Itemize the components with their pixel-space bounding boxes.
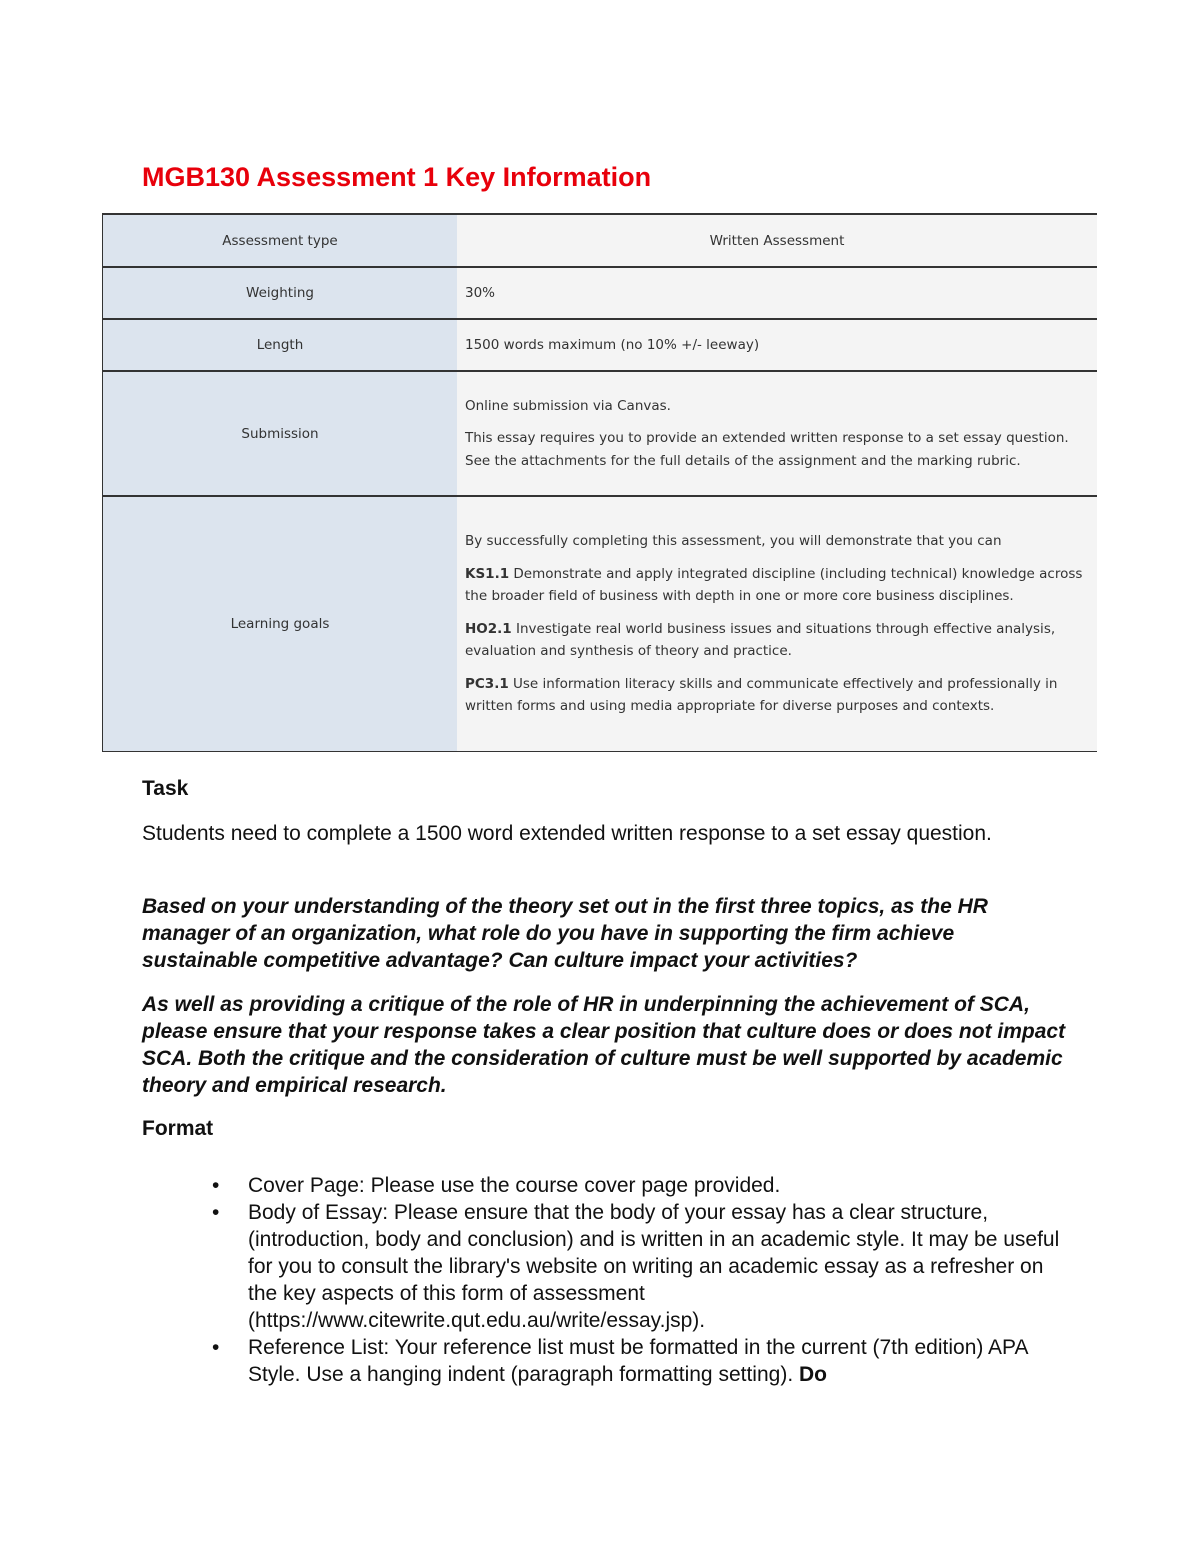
assessment-type-value: Written Assessment xyxy=(457,214,1097,267)
length-value: 1500 words maximum (no 10% +/- leeway) xyxy=(457,319,1097,371)
learning-goals-intro: By successfully completing this assessment, you will demonstrate that you can xyxy=(465,533,1002,550)
bullet-icon: • xyxy=(212,1201,220,1224)
list-item-text: Reference List: Your reference list must be formatted in the current (7th edition) APA Style. Use a hanging indent (paragraph formatting setting). xyxy=(248,1336,1028,1386)
table-row-weighting xyxy=(103,267,1098,319)
learning-goal-pc31 xyxy=(465,673,1089,718)
list-item-text: Body of Essay: Please ensure that the body of your essay has a clear structure, (introduction, body and conclusion) and is written in an academic style. It may be useful for you to consult the library's website on writing an academic essay as a refresher on the key aspects of this form of assessment (https://www.citewrite.qut.edu.au/write/essay.jsp). xyxy=(248,1201,1060,1332)
learning-goal-ks11 xyxy=(465,563,1089,608)
goal-text: Demonstrate and apply integrated discipline (including technical) knowledge across the broader field of business with depth in one or more core business disciplines. xyxy=(465,565,1083,605)
list-item-reference-list xyxy=(212,1334,1072,1388)
submission-label: Submission xyxy=(103,371,458,496)
list-item-text: Cover Page: Please use the course cover page provided. xyxy=(248,1174,781,1197)
bullet-icon: • xyxy=(212,1336,220,1359)
weighting-label: Weighting xyxy=(103,267,458,319)
learning-goals-label: Learning goals xyxy=(103,496,458,752)
goal-text: Use information literacy skills and communicate effectively and professionally in written forms and using media appropriate for diverse purposes and contexts. xyxy=(465,675,1058,715)
length-label: Length xyxy=(103,319,458,371)
submission-line-2: This essay requires you to provide an extended written response to a set essay question. See the attachments for the full details of the assignment and the marking rubric. xyxy=(465,430,1069,469)
key-information-table xyxy=(102,213,1097,752)
weighting-value: 30% xyxy=(457,267,1097,319)
essay-question-1: Based on your understanding of the theory set out in the first three topics, as the HR manager of an organization, what role do you have in supporting the firm achieve sustainable competitive advantage? Can culture impact your activities? xyxy=(142,895,988,972)
task-description: Students need to complete a 1500 word extended written response to a set essay question. xyxy=(142,822,992,845)
learning-goals-value xyxy=(457,496,1097,752)
page-title: MGB130 Assessment 1 Key Information xyxy=(142,162,652,192)
submission-line-1: Online submission via Canvas. xyxy=(465,397,671,414)
assessment-type-label: Assessment type xyxy=(103,214,458,267)
goal-text: Investigate real world business issues and situations through effective analysis, evaluation and synthesis of theory and practice. xyxy=(465,620,1056,660)
table-row-assessment-type xyxy=(103,214,1098,267)
bullet-icon: • xyxy=(212,1174,220,1197)
goal-code: HO2.1 xyxy=(465,620,512,637)
submission-value xyxy=(457,371,1097,496)
goal-code: PC3.1 xyxy=(465,675,509,692)
essay-question-2: As well as providing a critique of the role of HR in underpinning the achievement of SCA, please ensure that your response takes a clear position that culture does or does not impact SCA. Both the critique and the consideration of culture must be well supported by academic theory and empirical research. xyxy=(142,993,1066,1097)
table-row-learning-goals xyxy=(103,496,1098,752)
learning-goal-ho21 xyxy=(465,618,1089,663)
list-item-bold-tail: Do xyxy=(798,1363,827,1386)
list-item-cover-page xyxy=(212,1172,1072,1199)
format-list xyxy=(212,1172,1072,1388)
list-item-body-of-essay xyxy=(212,1199,1072,1334)
table-row-length xyxy=(103,319,1098,371)
table-row-submission xyxy=(103,371,1098,496)
goal-code: KS1.1 xyxy=(465,565,510,582)
format-heading: Format xyxy=(142,1117,214,1140)
task-heading: Task xyxy=(142,777,189,800)
